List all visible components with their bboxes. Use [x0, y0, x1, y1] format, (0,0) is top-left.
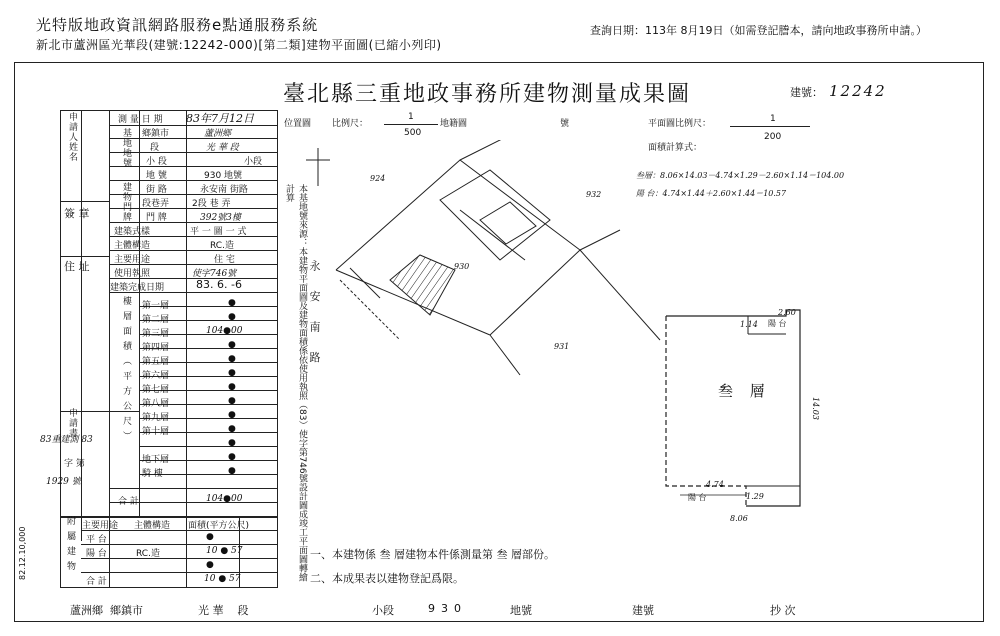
subsection-label: 小 段 — [146, 157, 167, 167]
floor-area-value: ● — [228, 396, 236, 406]
lot-value: 930 地號 — [204, 171, 243, 181]
footer-section-value: 光 華 — [198, 604, 224, 617]
lot-932: 932 — [586, 190, 602, 199]
plan-scale-numerator: 1 — [770, 114, 776, 124]
floor-area-value: 104●00 — [206, 326, 243, 336]
calc-line-2: 陽 台：4.74×1.44＋2.60×1.44＝10.57 — [636, 189, 787, 198]
building-number-value: 12242 — [829, 82, 887, 100]
completed-label: 建築完成日期 — [110, 283, 165, 293]
attached-use: 平 台 — [86, 535, 107, 545]
completed-value: 83. 6. -6 — [196, 278, 242, 291]
use-value: 住 宅 — [214, 255, 235, 265]
footer-section-label: 段 — [237, 604, 249, 617]
balcony-label-bottom: 陽 台 — [688, 493, 707, 502]
section-label: 段 — [150, 143, 160, 153]
floor-plan — [650, 300, 830, 530]
total-label: 合 計 — [118, 497, 139, 507]
section-value: 光 華 段 — [206, 143, 239, 153]
attached-label: 附屬建物 — [65, 516, 75, 576]
footer-lot-label: 地號 — [510, 604, 532, 617]
address-label: 住 址 — [64, 260, 90, 273]
note-1: 一、本建物係 叁 層建物本件係測量第 叁 層部份。 — [310, 548, 555, 561]
document-title: 臺北縣三重地政事務所建物測量成果圖 — [283, 82, 692, 107]
street-label: 街 路 — [146, 185, 167, 195]
scale-denominator: 500 — [404, 128, 422, 138]
floor-label: 第六層 — [142, 371, 170, 381]
door-label: 門 牌 — [146, 213, 167, 223]
footer-township-label: 鄉鎮市 — [110, 604, 143, 617]
floor-name: 叁 層 — [718, 382, 771, 400]
dim-1403: 14.03 — [810, 397, 820, 420]
floor-area-value: ● — [228, 410, 236, 420]
footer-lot-value: 930 — [428, 602, 467, 615]
survey-date-value: 83年7月12日 — [186, 112, 254, 125]
license-label: 使用執照 — [114, 269, 151, 279]
scale-numerator: 1 — [408, 112, 414, 122]
floor-area-value: ● — [228, 466, 236, 476]
floor-area-value: ● — [228, 424, 236, 434]
floor-area-value: ● — [228, 452, 236, 462]
structure-value: RC.造 — [210, 241, 234, 251]
location-map — [280, 140, 680, 380]
use-label: 主要用途 — [114, 255, 151, 265]
attached-use: 陽 台 — [86, 549, 107, 559]
road-name: 永 安 南 路 — [308, 260, 321, 371]
footer-township — [70, 602, 143, 618]
lot-931: 931 — [554, 342, 570, 351]
attached-struct-label: 主體構造 — [134, 521, 171, 531]
floor-area-value: ● — [228, 368, 236, 378]
plan-scale-label: 平面圖比例尺： — [648, 119, 712, 129]
floor-label: 第三層 — [142, 329, 170, 339]
structure-label: 主體構造 — [114, 241, 151, 251]
dim-129: 1.29 — [746, 492, 764, 501]
attached-struct: RC.造 — [136, 549, 160, 559]
dim-806: 8.06 — [730, 514, 748, 523]
floor-area-value: ● — [228, 354, 236, 364]
floor-label: 第九層 — [142, 413, 170, 423]
floor-area-label: 樓層面積（平方公尺） — [121, 296, 131, 446]
floor-label: 第一層 — [142, 301, 170, 311]
dim-114: 1.14 — [740, 320, 758, 329]
floor-area-value: ● — [228, 340, 236, 350]
floor-area-value: ● — [228, 312, 236, 322]
total-value: 104●00 — [206, 494, 243, 504]
street-value: 永安南 街路 — [200, 185, 248, 195]
source-note: 本基地號來源：本建物平面圖及建物面積係依使用執照（83）使字第746號設計圖成竣工平面圖轉繪計算 — [284, 184, 307, 582]
footer-copy-label: 抄 次 — [770, 604, 796, 617]
floor-label: 第四層 — [142, 343, 170, 353]
footer-building-label: 建號 — [632, 604, 654, 617]
query-date: 查詢日期：113年 8月19日（如需登記謄本，請向地政事務所申請。） — [590, 24, 927, 37]
doorplate-label: 建物門牌 — [121, 182, 131, 222]
application-no-label: 字 第 — [64, 459, 85, 469]
floor-label: 第七層 — [142, 385, 170, 395]
floor-label: 第五層 — [142, 357, 170, 367]
style-label: 建築式樣 — [114, 227, 151, 237]
calc-line-1: 叁層：8.06×14.03－4.74×1.29－2.60×1.14＝104.00 — [636, 171, 845, 180]
style-value: 平 一 圖 一 式 — [190, 227, 247, 237]
signature-label: 簽 章 — [64, 207, 90, 220]
door-value: 392號3樓 — [200, 213, 241, 223]
floor-label: 第八層 — [142, 399, 170, 409]
building-number-label: 建號： — [790, 86, 823, 99]
lot-label: 地 號 — [146, 171, 167, 181]
position-map-label: 位置圖 — [284, 119, 312, 129]
application-label: 申請書 — [67, 408, 77, 438]
lane-value: 2段 巷 弄 — [192, 199, 231, 209]
subsection-value: 小段 — [244, 157, 263, 167]
note-2: 二、本成果表以建物登記爲限。 — [310, 572, 464, 585]
applicant-label: 申請人姓名 — [67, 112, 77, 162]
attached-total-label: 合 計 — [86, 577, 107, 587]
plan-scale-denominator: 200 — [764, 132, 782, 142]
floor-label: 第十層 — [142, 427, 170, 437]
floor-area-value: ● — [228, 438, 236, 448]
floor-label: 第二層 — [142, 315, 170, 325]
system-title: 光特版地政資訊網路服務e點通服務系統 — [36, 16, 319, 34]
lot-930: 930 — [454, 262, 470, 271]
cadastral-map-label: 地籍圖 — [440, 119, 468, 129]
floor-label: 地下層 — [142, 455, 170, 465]
attached-use-label: 主要用途 — [82, 521, 119, 531]
township-label: 鄉鎮市 — [142, 129, 170, 139]
attached-area: ● — [206, 532, 214, 542]
building-number — [790, 82, 887, 100]
attached-area-label: 面積(平方公尺) — [188, 521, 250, 531]
floor-area-value: ● — [228, 382, 236, 392]
lane-label: 段巷弄 — [142, 199, 170, 209]
footer-subsection-label: 小段 — [372, 604, 394, 617]
area-calc-label: 面積計算式： — [648, 143, 703, 153]
floor-label: 騎 樓 — [142, 469, 163, 479]
application-no: 1929 號 — [46, 477, 81, 487]
document-subtitle: 新北市蘆洲區光華段(建號:12242-000)[第二類]建物平面圖(已縮小列印) — [36, 38, 442, 52]
license-value: 使字746號 — [192, 269, 237, 279]
lot-924: 924 — [370, 174, 386, 183]
dim-474: 4.74 — [706, 480, 724, 489]
attached-total-value: 10 ● 57 — [204, 574, 241, 584]
application-word: 83重建測 83 — [40, 435, 93, 445]
attached-area: ● — [206, 560, 214, 570]
attached-area: 10 ● 57 — [206, 546, 243, 556]
base-lot-label: 基地地號 — [121, 128, 131, 168]
floor-area-value: ● — [228, 298, 236, 308]
scale-label: 比例尺： — [332, 119, 369, 129]
number-label: 號 — [560, 119, 570, 129]
balcony-label-top: 陽 台 — [768, 319, 787, 328]
township-value: 蘆洲鄉 — [204, 129, 232, 139]
dim-260: 2.60 — [778, 308, 796, 317]
print-stamp: 82.12.10,000 — [18, 526, 27, 580]
survey-date-label: 測 量 日 期 — [118, 115, 163, 125]
footer-section — [198, 602, 249, 618]
footer-township-value: 蘆洲鄉 — [70, 604, 103, 617]
